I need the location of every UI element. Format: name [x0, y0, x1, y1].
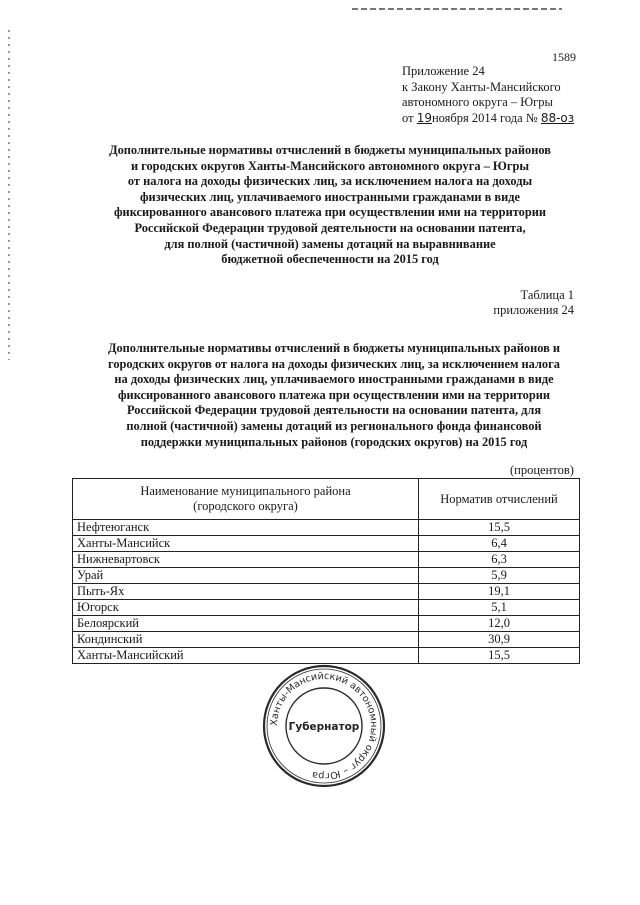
appendix-line2: к Закону Ханты-Мансийского: [402, 79, 561, 94]
table-row: [73, 632, 580, 648]
table-row: [73, 648, 580, 664]
table-title-line: поддержки муниципальных районов (городских округов) на 2015 год: [140, 434, 528, 449]
main-title-line: Дополнительные нормативы отчислений в бюджеты муниципальных районов: [109, 143, 551, 157]
header-norm: Норматив отчислений: [419, 479, 580, 520]
law-number: 88-оз: [540, 110, 575, 125]
main-title-line: и городских округов Ханты-Мансийского автономного округа – Югры: [130, 158, 530, 173]
row-name: Нижневартовск: [73, 552, 419, 568]
appendix-header: [402, 64, 574, 126]
main-title-line: для полной (частичной) замены дотаций на выравнивание: [164, 236, 496, 251]
table-row: [73, 616, 580, 632]
appendix-line1: Приложение 24: [402, 64, 485, 78]
date-rest: ноября 2014 года №: [431, 110, 538, 125]
table-title-line: Российской Федерации трудовой деятельности на основании патента, для: [126, 403, 542, 418]
main-title-line: бюджетной обеспеченности на 2015 год: [221, 252, 439, 267]
table-title-line: на доходы физических лиц, уплачиваемого иностранными гражданами в виде: [114, 372, 554, 387]
row-value: 19,1: [419, 584, 580, 600]
date-day: 19: [416, 110, 432, 125]
table-row: [73, 600, 580, 616]
main-title-line: от налога на доходы физических лиц, за исключением налога на доходы: [127, 174, 533, 189]
row-name: Урай: [73, 568, 419, 584]
row-name: Белоярский: [73, 616, 419, 632]
date-prefix: от: [402, 110, 414, 125]
row-value: 30,9: [419, 632, 580, 648]
header-municipality-line1: Наименование муниципального района: [140, 484, 351, 498]
appendix-line3: автономного округа – Югры: [402, 95, 553, 109]
row-name: Ханты-Мансийский: [73, 648, 419, 664]
table-header-row: [73, 479, 580, 520]
row-name: Ханты-Мансийск: [73, 536, 419, 552]
row-value: 6,4: [419, 536, 580, 552]
table-label: [470, 288, 574, 318]
row-name: Нефтеюганск: [73, 520, 419, 536]
table-title-line: Дополнительные нормативы отчислений в бюджеты муниципальных районов и: [107, 341, 561, 355]
row-value: 6,3: [419, 552, 580, 568]
main-title: [60, 143, 600, 268]
main-title-line: фиксированного авансового платежа при осуществлении ими на территории: [113, 205, 546, 220]
row-value: 5,1: [419, 600, 580, 616]
table-row: [73, 552, 580, 568]
row-name: Кондинский: [73, 632, 419, 648]
norms-table: [72, 478, 580, 664]
table-title-line: фиксированного авансового платежа при осуществлении ими на территории: [117, 387, 550, 402]
table-title: [64, 341, 604, 450]
row-value: 15,5: [419, 648, 580, 664]
row-value: 5,9: [419, 568, 580, 584]
table-row: [73, 568, 580, 584]
table-row: [73, 584, 580, 600]
table-label-line1: Таблица 1: [520, 288, 574, 302]
top-dashed-line: [352, 8, 562, 10]
row-value: 15,5: [419, 520, 580, 536]
header-municipality-line2: (городского округа): [193, 499, 298, 513]
main-title-line: физических лиц, уплачиваемого иностранными гражданами в виде: [139, 189, 521, 204]
page-number: 1589: [552, 50, 576, 64]
units-label: (процентов): [510, 463, 574, 477]
seal-ring-text: Ханты-Мансийский автономный округ – Югра: [268, 670, 380, 782]
row-value: 12,0: [419, 616, 580, 632]
governor-seal: [262, 664, 386, 788]
table-label-line2: приложения 24: [493, 303, 574, 317]
seal-center-text: Губернатор: [288, 721, 360, 733]
header-municipality: [73, 479, 419, 520]
table-row: [73, 520, 580, 536]
appendix-date-line: [402, 111, 574, 127]
main-title-line: Российской Федерации трудовой деятельности на основании патента,: [134, 220, 526, 235]
row-name: Югорск: [73, 600, 419, 616]
row-name: Пыть-Ях: [73, 584, 419, 600]
table-title-line: городских округов от налога на доходы физических лиц, за исключением налога: [108, 356, 560, 371]
table-row: [73, 536, 580, 552]
left-margin-dots: [8, 30, 10, 360]
table-title-line: полной (частичной) замены дотаций из регионального фонда финансовой: [126, 418, 542, 433]
